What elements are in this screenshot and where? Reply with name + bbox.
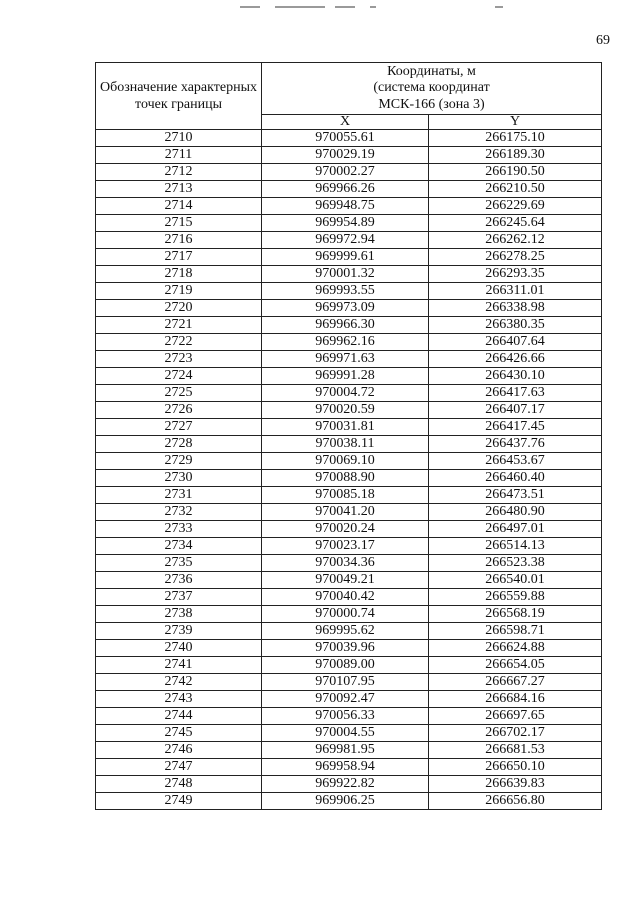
point-id-cell: 2737: [96, 589, 262, 606]
point-id-cell: 2742: [96, 674, 262, 691]
header-coordinates: [262, 63, 602, 115]
y-coordinate-cell: 266480.90: [429, 504, 602, 521]
table-header: [96, 63, 602, 130]
header-point-designation: [96, 63, 262, 130]
x-coordinate-cell: 969922.82: [262, 776, 429, 793]
point-id-cell: 2722: [96, 334, 262, 351]
x-coordinate-cell: 970092.47: [262, 691, 429, 708]
x-coordinate-cell: 970039.96: [262, 640, 429, 657]
top-scan-marks: [230, 4, 510, 10]
table-row: [96, 198, 602, 215]
y-coordinate-cell: 266293.35: [429, 266, 602, 283]
point-id-cell: 2741: [96, 657, 262, 674]
x-coordinate-cell: 970088.90: [262, 470, 429, 487]
y-coordinate-cell: 266430.10: [429, 368, 602, 385]
x-coordinate-cell: 969973.09: [262, 300, 429, 317]
y-coordinate-cell: 266460.40: [429, 470, 602, 487]
x-coordinate-cell: 969972.94: [262, 232, 429, 249]
y-coordinate-cell: 266407.17: [429, 402, 602, 419]
x-coordinate-cell: 970002.27: [262, 164, 429, 181]
point-id-cell: 2738: [96, 606, 262, 623]
x-coordinate-cell: 970089.00: [262, 657, 429, 674]
point-id-cell: 2728: [96, 436, 262, 453]
table-row: [96, 725, 602, 742]
y-coordinate-cell: 266654.05: [429, 657, 602, 674]
header-coordinate-zone: МСК-166 (зона 3): [378, 96, 485, 112]
x-coordinate-cell: 970004.55: [262, 725, 429, 742]
x-coordinate-cell: 969995.62: [262, 623, 429, 640]
x-coordinate-cell: 969906.25: [262, 793, 429, 810]
y-coordinate-cell: 266523.38: [429, 555, 602, 572]
header-coordinate-system: (система координат: [373, 80, 490, 96]
x-coordinate-cell: 970041.20: [262, 504, 429, 521]
table-row: [96, 572, 602, 589]
table-row: [96, 300, 602, 317]
point-id-cell: 2714: [96, 198, 262, 215]
point-id-cell: 2717: [96, 249, 262, 266]
y-coordinate-cell: 266380.35: [429, 317, 602, 334]
point-id-cell: 2726: [96, 402, 262, 419]
point-id-cell: 2745: [96, 725, 262, 742]
y-coordinate-cell: 266453.67: [429, 453, 602, 470]
y-coordinate-cell: 266497.01: [429, 521, 602, 538]
y-coordinate-cell: 266473.51: [429, 487, 602, 504]
x-coordinate-cell: 970040.42: [262, 589, 429, 606]
table-row: [96, 164, 602, 181]
point-id-cell: 2734: [96, 538, 262, 555]
y-coordinate-cell: 266417.45: [429, 419, 602, 436]
y-coordinate-cell: 266650.10: [429, 759, 602, 776]
table-row: [96, 215, 602, 232]
x-coordinate-cell: 970029.19: [262, 147, 429, 164]
point-id-cell: 2724: [96, 368, 262, 385]
point-id-cell: 2732: [96, 504, 262, 521]
header-point-label: Обозначение характерных точек границы: [100, 80, 257, 112]
x-coordinate-cell: 969948.75: [262, 198, 429, 215]
table-row: [96, 266, 602, 283]
y-coordinate-cell: 266189.30: [429, 147, 602, 164]
table-row: [96, 147, 602, 164]
point-id-cell: 2718: [96, 266, 262, 283]
table-row: [96, 742, 602, 759]
table-row: [96, 487, 602, 504]
table-row: [96, 640, 602, 657]
table-row: [96, 249, 602, 266]
point-id-cell: 2729: [96, 453, 262, 470]
y-coordinate-cell: 266210.50: [429, 181, 602, 198]
x-coordinate-cell: 969958.94: [262, 759, 429, 776]
point-id-cell: 2746: [96, 742, 262, 759]
x-coordinate-cell: 970038.11: [262, 436, 429, 453]
y-coordinate-cell: 266624.88: [429, 640, 602, 657]
y-coordinate-cell: 266338.98: [429, 300, 602, 317]
header-coordinates-title: Координаты, м: [387, 63, 476, 79]
y-coordinate-cell: 266229.69: [429, 198, 602, 215]
x-coordinate-cell: 970085.18: [262, 487, 429, 504]
x-coordinate-cell: 969999.61: [262, 249, 429, 266]
point-id-cell: 2744: [96, 708, 262, 725]
table-row: [96, 657, 602, 674]
point-id-cell: 2725: [96, 385, 262, 402]
table-row: [96, 555, 602, 572]
x-coordinate-cell: 970001.32: [262, 266, 429, 283]
table-row: [96, 368, 602, 385]
point-id-cell: 2733: [96, 521, 262, 538]
x-coordinate-cell: 970034.36: [262, 555, 429, 572]
table-row: [96, 283, 602, 300]
x-coordinate-cell: 969954.89: [262, 215, 429, 232]
point-id-cell: 2749: [96, 793, 262, 810]
y-coordinate-cell: 266702.17: [429, 725, 602, 742]
table-row: [96, 385, 602, 402]
y-coordinate-cell: 266311.01: [429, 283, 602, 300]
y-coordinate-cell: 266407.64: [429, 334, 602, 351]
point-id-cell: 2721: [96, 317, 262, 334]
x-coordinate-cell: 969971.63: [262, 351, 429, 368]
table-row: [96, 708, 602, 725]
table-row: [96, 776, 602, 793]
table-row: [96, 606, 602, 623]
table-body: [96, 130, 602, 810]
table-row: [96, 470, 602, 487]
coordinates-table: [95, 62, 602, 810]
y-coordinate-cell: 266278.25: [429, 249, 602, 266]
point-id-cell: 2740: [96, 640, 262, 657]
point-id-cell: 2712: [96, 164, 262, 181]
table-row: [96, 181, 602, 198]
y-coordinate-cell: 266437.76: [429, 436, 602, 453]
header-x: X: [262, 115, 429, 130]
point-id-cell: 2747: [96, 759, 262, 776]
y-coordinate-cell: 266639.83: [429, 776, 602, 793]
y-coordinate-cell: 266568.19: [429, 606, 602, 623]
point-id-cell: 2735: [96, 555, 262, 572]
header-y: Y: [429, 115, 602, 130]
x-coordinate-cell: 970055.61: [262, 130, 429, 147]
point-id-cell: 2716: [96, 232, 262, 249]
y-coordinate-cell: 266684.16: [429, 691, 602, 708]
x-coordinate-cell: 969966.26: [262, 181, 429, 198]
x-coordinate-cell: 969962.16: [262, 334, 429, 351]
y-coordinate-cell: 266598.71: [429, 623, 602, 640]
table-row: [96, 453, 602, 470]
x-coordinate-cell: 970023.17: [262, 538, 429, 555]
table-row: [96, 538, 602, 555]
table-row: [96, 334, 602, 351]
y-coordinate-cell: 266190.50: [429, 164, 602, 181]
y-coordinate-cell: 266681.53: [429, 742, 602, 759]
table-row: [96, 589, 602, 606]
x-coordinate-cell: 970107.95: [262, 674, 429, 691]
y-coordinate-cell: 266656.80: [429, 793, 602, 810]
table-row: [96, 402, 602, 419]
x-coordinate-cell: 970000.74: [262, 606, 429, 623]
table-row: [96, 674, 602, 691]
point-id-cell: 2731: [96, 487, 262, 504]
table-row: [96, 351, 602, 368]
x-coordinate-cell: 970049.21: [262, 572, 429, 589]
y-coordinate-cell: 266667.27: [429, 674, 602, 691]
x-coordinate-cell: 970004.72: [262, 385, 429, 402]
point-id-cell: 2711: [96, 147, 262, 164]
y-coordinate-cell: 266697.65: [429, 708, 602, 725]
table-row: [96, 317, 602, 334]
x-coordinate-cell: 970031.81: [262, 419, 429, 436]
point-id-cell: 2743: [96, 691, 262, 708]
y-coordinate-cell: 266262.12: [429, 232, 602, 249]
table-row: [96, 623, 602, 640]
page-number: 69: [596, 33, 610, 48]
y-coordinate-cell: 266514.13: [429, 538, 602, 555]
point-id-cell: 2730: [96, 470, 262, 487]
y-coordinate-cell: 266245.64: [429, 215, 602, 232]
x-coordinate-cell: 970020.59: [262, 402, 429, 419]
table-row: [96, 793, 602, 810]
point-id-cell: 2739: [96, 623, 262, 640]
table-row: [96, 419, 602, 436]
point-id-cell: 2720: [96, 300, 262, 317]
point-id-cell: 2727: [96, 419, 262, 436]
y-coordinate-cell: 266426.66: [429, 351, 602, 368]
table-row: [96, 759, 602, 776]
x-coordinate-cell: 970020.24: [262, 521, 429, 538]
y-coordinate-cell: 266540.01: [429, 572, 602, 589]
x-coordinate-cell: 969993.55: [262, 283, 429, 300]
table-row: [96, 436, 602, 453]
table-row: [96, 130, 602, 147]
x-coordinate-cell: 970056.33: [262, 708, 429, 725]
table-row: [96, 232, 602, 249]
table-row: [96, 504, 602, 521]
point-id-cell: 2723: [96, 351, 262, 368]
y-coordinate-cell: 266417.63: [429, 385, 602, 402]
point-id-cell: 2719: [96, 283, 262, 300]
x-coordinate-cell: 970069.10: [262, 453, 429, 470]
table-row: [96, 691, 602, 708]
y-coordinate-cell: 266175.10: [429, 130, 602, 147]
point-id-cell: 2748: [96, 776, 262, 793]
point-id-cell: 2736: [96, 572, 262, 589]
x-coordinate-cell: 969981.95: [262, 742, 429, 759]
x-coordinate-cell: 969991.28: [262, 368, 429, 385]
point-id-cell: 2713: [96, 181, 262, 198]
point-id-cell: 2715: [96, 215, 262, 232]
table-row: [96, 521, 602, 538]
point-id-cell: 2710: [96, 130, 262, 147]
y-coordinate-cell: 266559.88: [429, 589, 602, 606]
x-coordinate-cell: 969966.30: [262, 317, 429, 334]
